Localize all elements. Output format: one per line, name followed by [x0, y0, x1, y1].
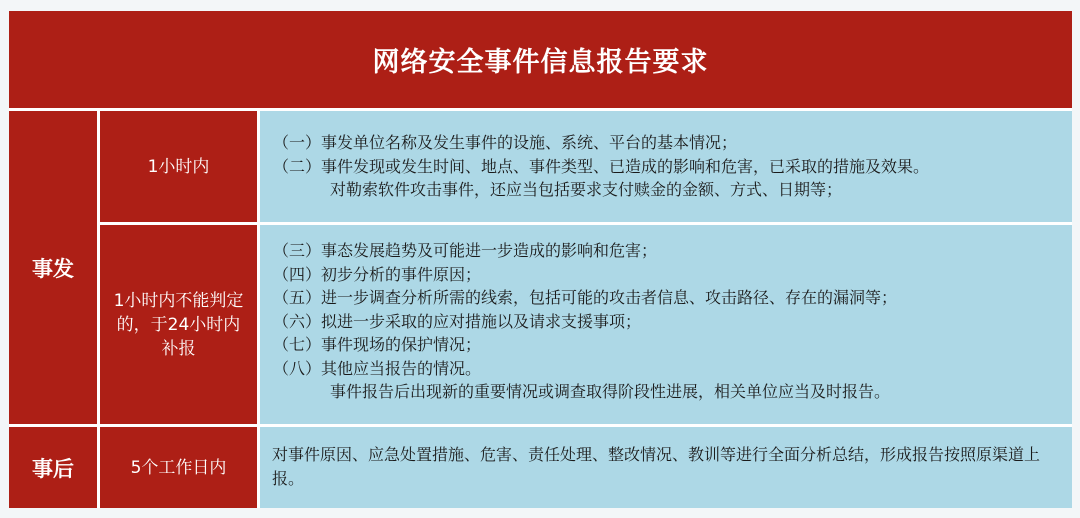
table-title: 网络安全事件信息报告要求 [9, 11, 1072, 108]
category-after-label: 事后 [32, 456, 74, 481]
content-line: （四）初步分析的事件原因； [273, 264, 482, 284]
time-cell-24h [100, 225, 257, 424]
content-line: （八）其他应当报告的情况。 [273, 358, 482, 378]
time-cell-1h [100, 111, 257, 222]
content-line: （一）事发单位名称及发生事件的设施、系统、平台的基本情况； [273, 133, 738, 152]
content-line: （五）进一步调查分析所需的线索，包括可能的攻击者信息、攻击路径、存在的漏洞等； [273, 288, 898, 307]
time-cell-5d [100, 427, 257, 508]
content-line: （七）事件现场的保护情况； [273, 335, 482, 354]
time-label-5d: 5个工作日内 [130, 457, 227, 478]
content-line: 对勒索软件攻击事件，还应当包括要求支付赎金的金额、方式、日期等； [330, 180, 843, 199]
category-incident [9, 111, 97, 424]
content-line: （三）事态发展趋势及可能进一步造成的影响和危害； [273, 241, 658, 260]
time-label-24h: 1小时内不能判定的，于24小时内补报 [113, 290, 244, 359]
category-incident-label: 事发 [32, 256, 74, 281]
content-cell-24h [260, 225, 1072, 424]
report-requirements-table [9, 11, 1072, 508]
content-line: （六）拟进一步采取的应对措施以及请求支援事项； [273, 311, 642, 331]
time-label-1h: 1小时内 [147, 156, 210, 177]
content-line: 对事件原因、应急处置措施、危害、责任处理、整改情况、教训等进行全面分析总结，形成报告按照原渠道上报。 [272, 445, 1041, 488]
content-cell-1h [260, 111, 1072, 222]
content-cell-after [260, 427, 1072, 508]
category-after [9, 427, 97, 508]
content-line: （二）事件发现或发生时间、地点、事件类型、已造成的影响和危害，已采取的措施及效果。 [273, 156, 930, 176]
content-line: 事件报告后出现新的重要情况或调查取得阶段性进展，相关单位应当及时报告。 [330, 382, 891, 401]
